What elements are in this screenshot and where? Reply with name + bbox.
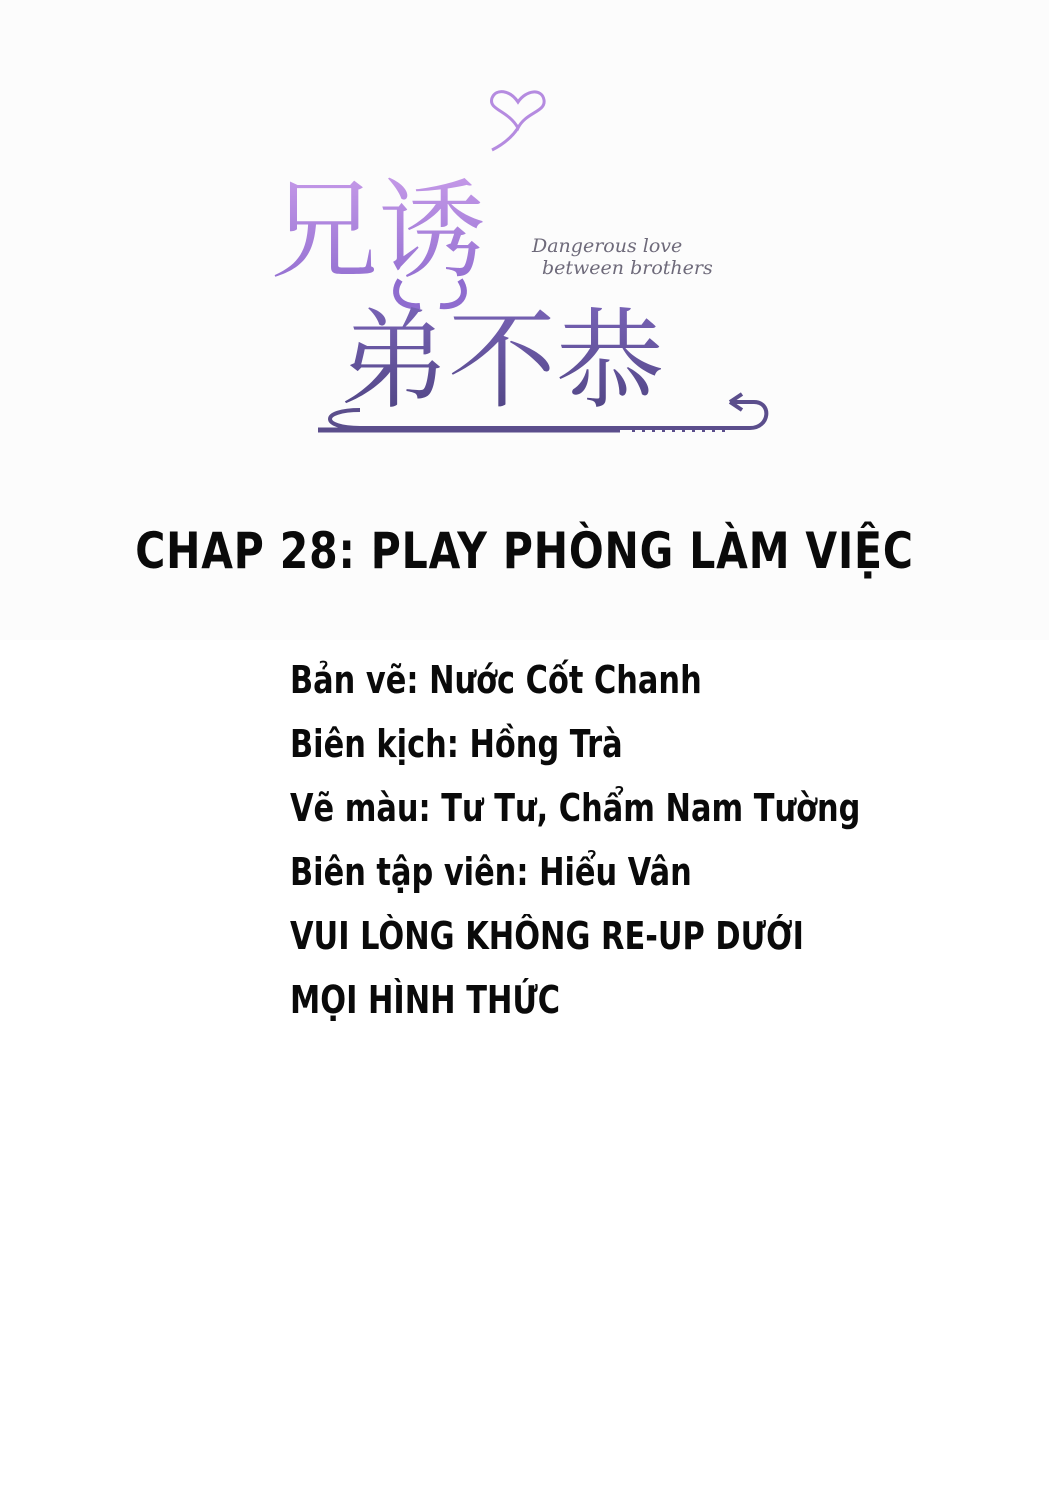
credits-block (290, 648, 990, 1032)
credit-colorist: Vẽ màu: Tư Tư, Chẩm Nam Tường (290, 786, 861, 830)
heart-icon (491, 92, 544, 128)
reupload-notice-line2: MỌI HÌNH THỨC (290, 978, 561, 1022)
logo-subtitle-line1: Dangerous love (532, 235, 683, 257)
series-logo (260, 80, 780, 450)
reupload-notice-line1: VUI LÒNG KHÔNG RE-UP DƯỚI (290, 914, 804, 958)
chapter-title: CHAP 28: PLAY PHÒNG LÀM VIỆC (135, 522, 914, 580)
credit-writer: Biên kịch: Hồng Trà (290, 722, 623, 766)
credit-editor: Biên tập viên: Hiểu Vân (290, 850, 692, 894)
credit-artist: Bản vẽ: Nước Cốt Chanh (290, 658, 702, 702)
logo-title-line1: 兄诱 (270, 169, 487, 294)
logo-subtitle-line2: between brothers (542, 257, 713, 279)
logo-title-line2: 弟不恭 (340, 299, 665, 424)
